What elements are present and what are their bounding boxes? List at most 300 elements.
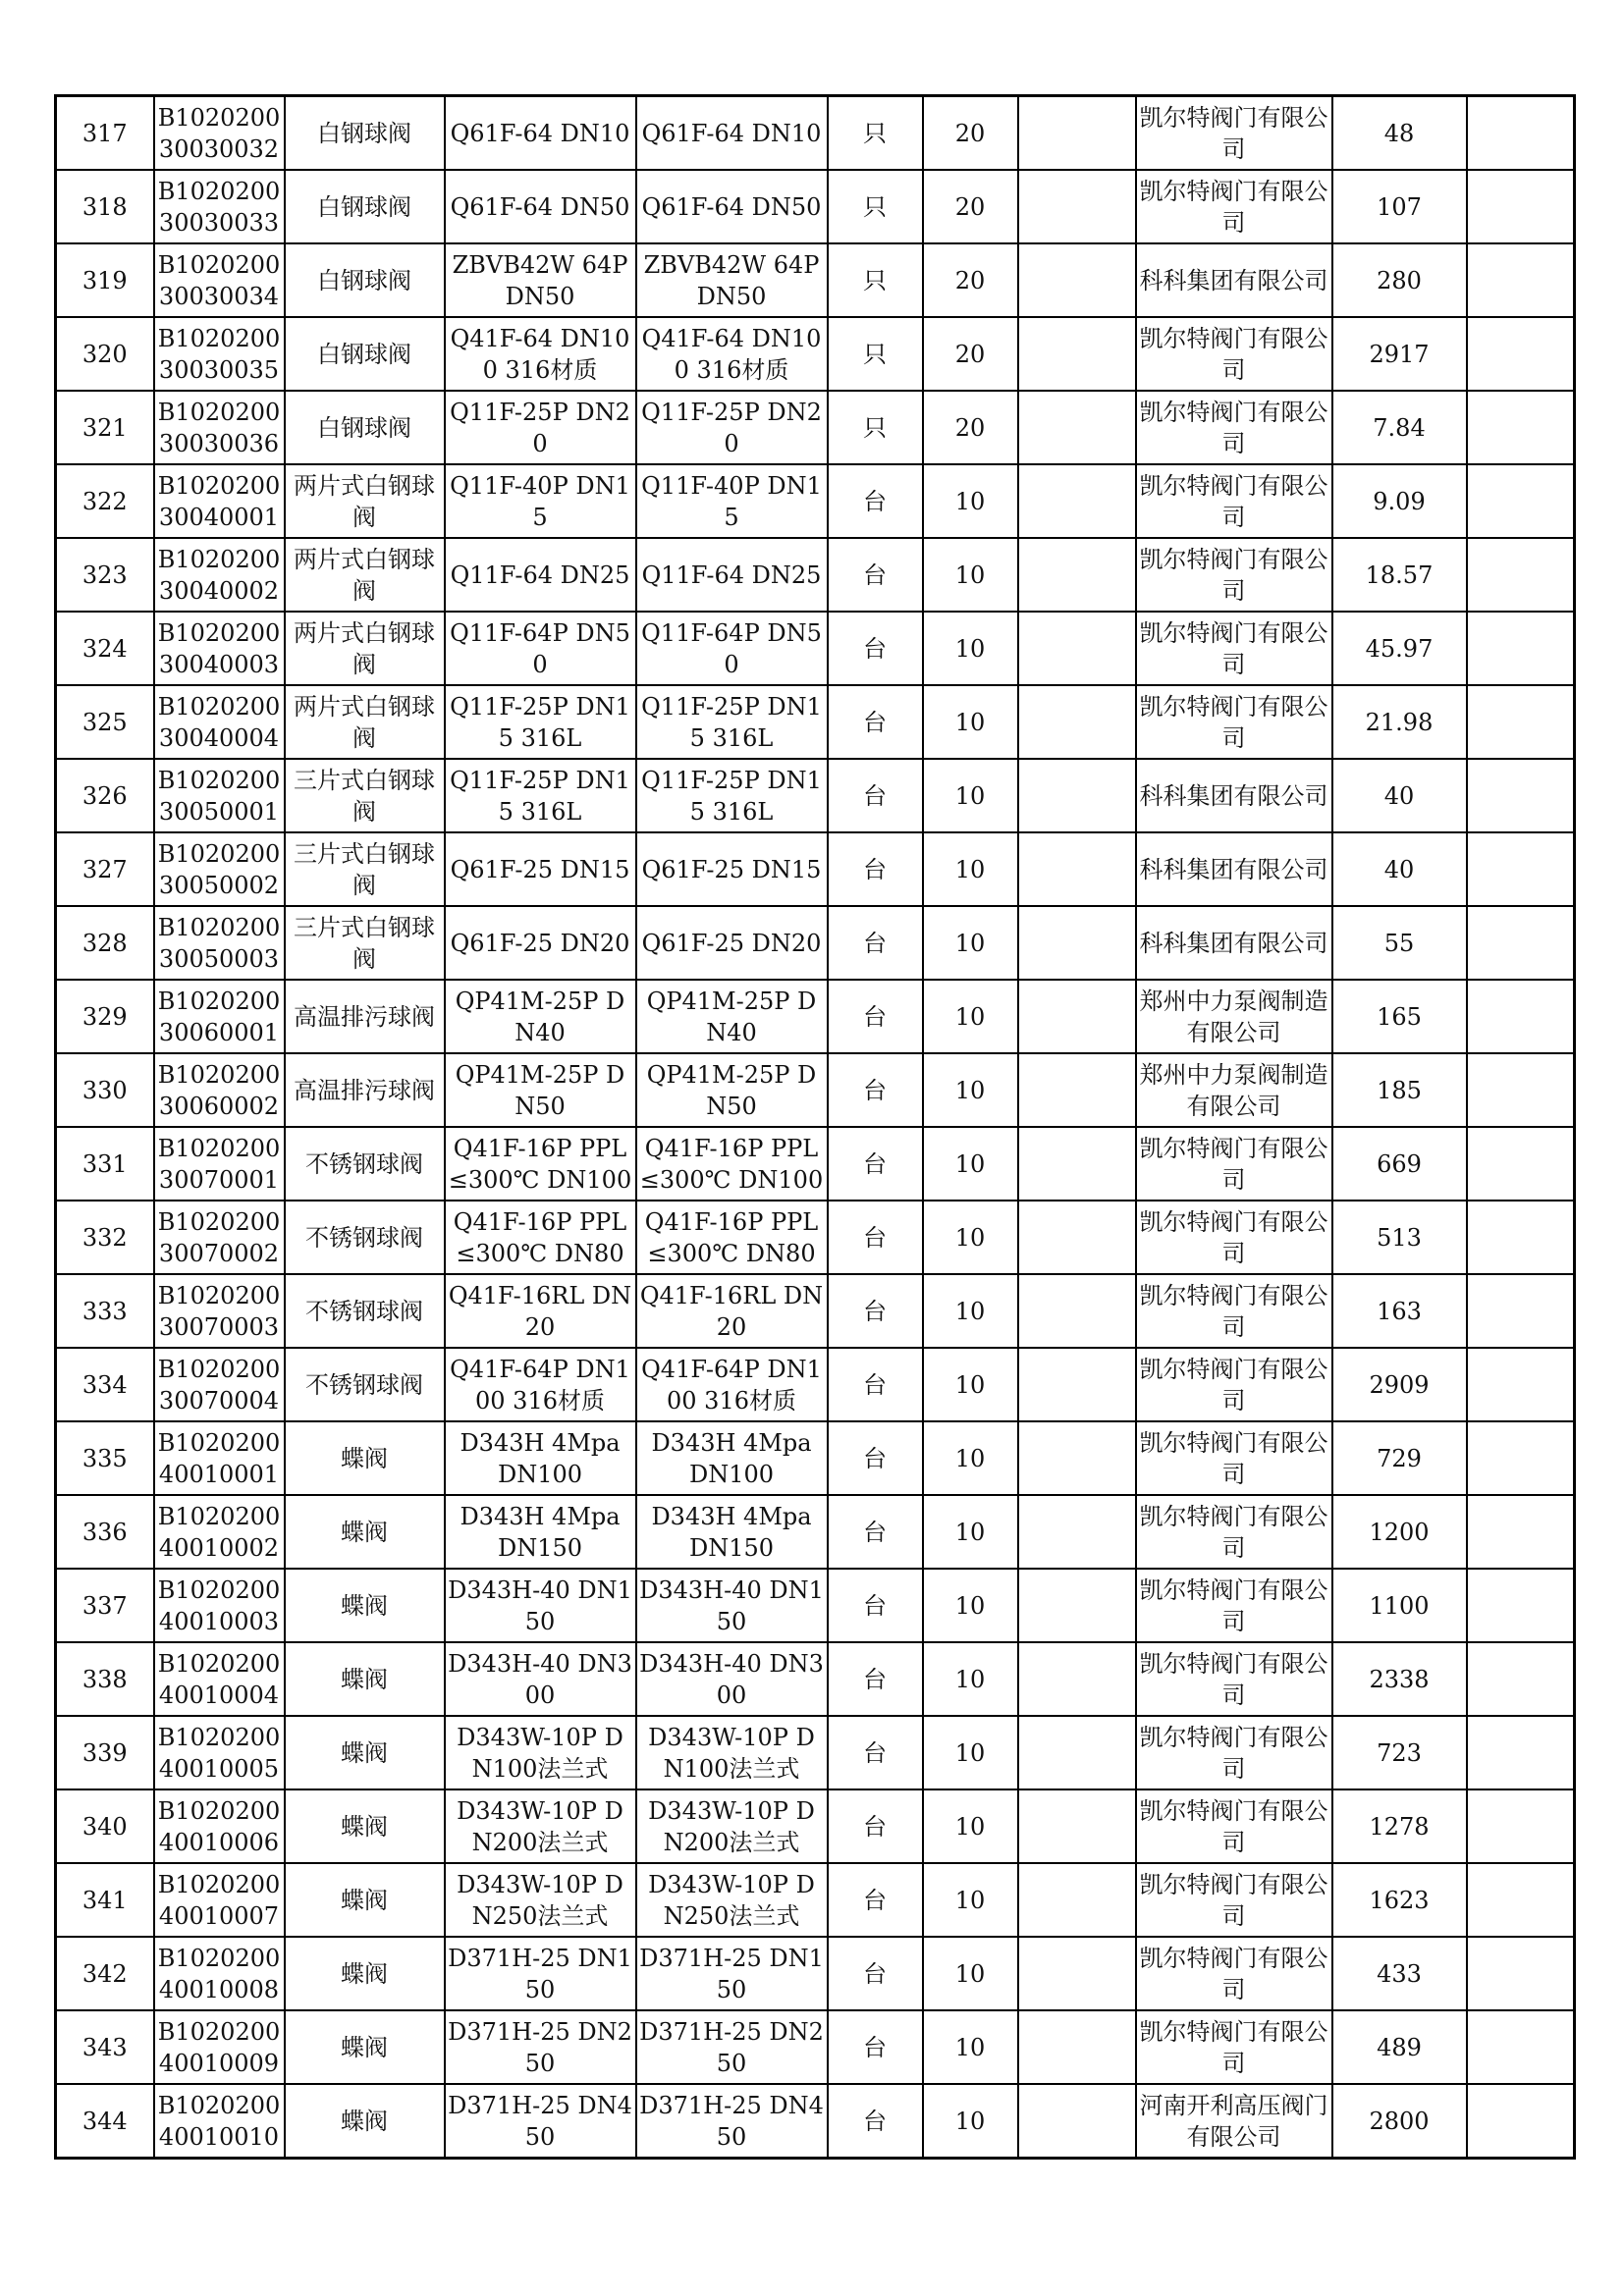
- remark-cell: [1467, 685, 1575, 759]
- spec-cell: D343W-10P DN250法兰式: [445, 1863, 636, 1937]
- spec-cell: D343H-40 DN300: [445, 1642, 636, 1716]
- remark-cell: [1467, 1569, 1575, 1642]
- note-cell: [1018, 1789, 1136, 1863]
- price-cell: 280: [1332, 243, 1467, 317]
- remark-cell: [1467, 612, 1575, 685]
- price-cell: 2800: [1332, 2084, 1467, 2159]
- material-code-cell: [154, 1789, 285, 1863]
- material-code-part1: B1020200: [157, 1649, 281, 1678]
- row-number-cell: 319: [56, 243, 154, 317]
- remark-cell: [1467, 1274, 1575, 1348]
- unit-cell: 台: [828, 1495, 923, 1569]
- table-row: [56, 1716, 1575, 1789]
- material-code-part2: 30070001: [158, 1165, 280, 1194]
- quantity-cell: 10: [923, 1127, 1018, 1201]
- row-number-cell: 326: [56, 759, 154, 832]
- remark-cell: [1467, 1789, 1575, 1863]
- material-code-part2: 30050001: [158, 797, 280, 826]
- price-cell: 21.98: [1332, 685, 1467, 759]
- model-cell: QP41M-25P DN50: [636, 1053, 828, 1127]
- item-name-cell: 蝶阀: [285, 1937, 445, 2010]
- item-name-cell: 两片式白钢球阀: [285, 612, 445, 685]
- row-number-cell: 323: [56, 538, 154, 612]
- note-cell: [1018, 685, 1136, 759]
- remark-cell: [1467, 1642, 1575, 1716]
- material-code-part1: B1020200: [157, 1207, 281, 1236]
- price-cell: 433: [1332, 1937, 1467, 2010]
- material-code-cell: [154, 1053, 285, 1127]
- model-cell: D343W-10P DN100法兰式: [636, 1716, 828, 1789]
- item-name-cell: 蝶阀: [285, 1716, 445, 1789]
- remark-cell: [1467, 96, 1575, 171]
- table-row: [56, 538, 1575, 612]
- material-code-part1: B1020200: [157, 1428, 281, 1457]
- material-code-part2: 40010010: [158, 2122, 280, 2151]
- remark-cell: [1467, 1421, 1575, 1495]
- note-cell: [1018, 538, 1136, 612]
- material-code-part1: B1020200: [157, 618, 281, 647]
- note-cell: [1018, 96, 1136, 171]
- material-code-cell: [154, 1421, 285, 1495]
- item-name-cell: 蝶阀: [285, 1863, 445, 1937]
- item-name-cell: 蝶阀: [285, 1569, 445, 1642]
- spec-cell: ZBVB42W 64PDN50: [445, 243, 636, 317]
- unit-cell: 台: [828, 1569, 923, 1642]
- item-name-cell: 白钢球阀: [285, 170, 445, 243]
- item-name-cell: 三片式白钢球阀: [285, 906, 445, 980]
- material-code-part1: B1020200: [157, 1944, 281, 1972]
- table-row: [56, 685, 1575, 759]
- unit-cell: 台: [828, 2084, 923, 2159]
- model-cell: Q11F-40P DN15: [636, 464, 828, 538]
- model-cell: Q11F-64P DN50: [636, 612, 828, 685]
- note-cell: [1018, 1348, 1136, 1421]
- item-name-cell: 高温排污球阀: [285, 1053, 445, 1127]
- unit-cell: 台: [828, 1716, 923, 1789]
- spec-cell: QP41M-25P DN50: [445, 1053, 636, 1127]
- vendor-cell: 凯尔特阀门有限公司: [1136, 1421, 1332, 1495]
- table-row: [56, 2010, 1575, 2084]
- price-cell: 1623: [1332, 1863, 1467, 1937]
- quantity-cell: 10: [923, 685, 1018, 759]
- vendor-cell: 凯尔特阀门有限公司: [1136, 1495, 1332, 1569]
- quantity-cell: 10: [923, 1201, 1018, 1274]
- price-cell: 2909: [1332, 1348, 1467, 1421]
- price-cell: 723: [1332, 1716, 1467, 1789]
- quantity-cell: 20: [923, 317, 1018, 391]
- spec-cell: Q11F-25P DN20: [445, 391, 636, 464]
- row-number-cell: 329: [56, 980, 154, 1053]
- material-code-part2: 30070002: [158, 1239, 280, 1267]
- table-row: [56, 832, 1575, 906]
- material-code-part1: B1020200: [157, 1870, 281, 1898]
- spec-cell: Q11F-25P DN15 316L: [445, 759, 636, 832]
- material-code-cell: [154, 1348, 285, 1421]
- item-name-cell: 不锈钢球阀: [285, 1201, 445, 1274]
- item-name-cell: 三片式白钢球阀: [285, 832, 445, 906]
- unit-cell: 台: [828, 1053, 923, 1127]
- unit-cell: 台: [828, 1348, 923, 1421]
- remark-cell: [1467, 1201, 1575, 1274]
- row-number-cell: 341: [56, 1863, 154, 1937]
- material-code-part1: B1020200: [157, 1723, 281, 1751]
- remark-cell: [1467, 1716, 1575, 1789]
- spec-cell: Q41F-16P PPL ≤300℃ DN80: [445, 1201, 636, 1274]
- material-code-cell: [154, 1937, 285, 2010]
- item-name-cell: 蝶阀: [285, 1789, 445, 1863]
- model-cell: QP41M-25P DN40: [636, 980, 828, 1053]
- material-code-part1: B1020200: [157, 324, 281, 352]
- item-name-cell: 不锈钢球阀: [285, 1274, 445, 1348]
- note-cell: [1018, 1863, 1136, 1937]
- material-code-part2: 30030033: [158, 208, 280, 237]
- spec-cell: Q41F-16RL DN20: [445, 1274, 636, 1348]
- spec-cell: D343H-40 DN150: [445, 1569, 636, 1642]
- table-row: [56, 1053, 1575, 1127]
- model-cell: Q11F-64 DN25: [636, 538, 828, 612]
- material-code-part1: B1020200: [157, 250, 281, 279]
- price-cell: 165: [1332, 980, 1467, 1053]
- model-cell: Q61F-25 DN15: [636, 832, 828, 906]
- item-name-cell: 高温排污球阀: [285, 980, 445, 1053]
- unit-cell: 台: [828, 1274, 923, 1348]
- vendor-cell: 凯尔特阀门有限公司: [1136, 685, 1332, 759]
- material-code-part1: B1020200: [157, 471, 281, 500]
- vendor-cell: 科科集团有限公司: [1136, 759, 1332, 832]
- model-cell: Q61F-64 DN10: [636, 96, 828, 171]
- material-code-part2: 30040002: [158, 576, 280, 605]
- material-code-cell: [154, 1642, 285, 1716]
- spec-cell: Q41F-64P DN100 316材质: [445, 1348, 636, 1421]
- table-row: [56, 2084, 1575, 2159]
- price-cell: 107: [1332, 170, 1467, 243]
- material-code-part2: 40010004: [158, 1681, 280, 1709]
- row-number-cell: 322: [56, 464, 154, 538]
- unit-cell: 台: [828, 1937, 923, 2010]
- item-name-cell: 白钢球阀: [285, 317, 445, 391]
- row-number-cell: 330: [56, 1053, 154, 1127]
- note-cell: [1018, 1716, 1136, 1789]
- price-cell: 40: [1332, 832, 1467, 906]
- note-cell: [1018, 1495, 1136, 1569]
- material-code-part1: B1020200: [157, 177, 281, 205]
- remark-cell: [1467, 243, 1575, 317]
- row-number-cell: 324: [56, 612, 154, 685]
- row-number-cell: 336: [56, 1495, 154, 1569]
- remark-cell: [1467, 538, 1575, 612]
- vendor-cell: 凯尔特阀门有限公司: [1136, 1348, 1332, 1421]
- price-cell: 1100: [1332, 1569, 1467, 1642]
- model-cell: Q41F-16RL DN20: [636, 1274, 828, 1348]
- material-code-cell: [154, 2010, 285, 2084]
- row-number-cell: 325: [56, 685, 154, 759]
- note-cell: [1018, 1053, 1136, 1127]
- remark-cell: [1467, 391, 1575, 464]
- quantity-cell: 20: [923, 170, 1018, 243]
- vendor-cell: 凯尔特阀门有限公司: [1136, 612, 1332, 685]
- item-name-cell: 蝶阀: [285, 2010, 445, 2084]
- material-code-part2: 40010008: [158, 1975, 280, 2003]
- table-row: [56, 980, 1575, 1053]
- unit-cell: 台: [828, 538, 923, 612]
- material-code-part2: 40010006: [158, 1828, 280, 1856]
- row-number-cell: 338: [56, 1642, 154, 1716]
- table-row: [56, 1348, 1575, 1421]
- material-code-part1: B1020200: [157, 103, 281, 132]
- vendor-cell: 科科集团有限公司: [1136, 906, 1332, 980]
- quantity-cell: 10: [923, 980, 1018, 1053]
- item-name-cell: 两片式白钢球阀: [285, 464, 445, 538]
- material-code-part1: B1020200: [157, 692, 281, 721]
- table-row: [56, 759, 1575, 832]
- note-cell: [1018, 980, 1136, 1053]
- unit-cell: 只: [828, 391, 923, 464]
- remark-cell: [1467, 1053, 1575, 1127]
- row-number-cell: 333: [56, 1274, 154, 1348]
- item-name-cell: 三片式白钢球阀: [285, 759, 445, 832]
- unit-cell: 台: [828, 832, 923, 906]
- material-code-cell: [154, 685, 285, 759]
- price-cell: 1278: [1332, 1789, 1467, 1863]
- material-code-part1: B1020200: [157, 1355, 281, 1383]
- material-code-cell: [154, 317, 285, 391]
- spec-cell: QP41M-25P DN40: [445, 980, 636, 1053]
- unit-cell: 只: [828, 243, 923, 317]
- quantity-cell: 20: [923, 243, 1018, 317]
- note-cell: [1018, 170, 1136, 243]
- unit-cell: 台: [828, 612, 923, 685]
- material-code-part1: B1020200: [157, 398, 281, 426]
- table-row: [56, 612, 1575, 685]
- material-code-part1: B1020200: [157, 766, 281, 794]
- price-cell: 2917: [1332, 317, 1467, 391]
- vendor-cell: 凯尔特阀门有限公司: [1136, 538, 1332, 612]
- price-cell: 18.57: [1332, 538, 1467, 612]
- unit-cell: 台: [828, 1789, 923, 1863]
- material-code-cell: [154, 1127, 285, 1201]
- material-code-part2: 30030035: [158, 355, 280, 384]
- remark-cell: [1467, 832, 1575, 906]
- table-row: [56, 906, 1575, 980]
- table-row: [56, 1421, 1575, 1495]
- table-row: [56, 464, 1575, 538]
- material-code-cell: [154, 1201, 285, 1274]
- material-code-part2: 30030034: [158, 282, 280, 310]
- spec-cell: D371H-25 DN150: [445, 1937, 636, 2010]
- remark-cell: [1467, 317, 1575, 391]
- note-cell: [1018, 2084, 1136, 2159]
- model-cell: Q61F-25 DN20: [636, 906, 828, 980]
- table-row: [56, 170, 1575, 243]
- spec-cell: Q61F-64 DN50: [445, 170, 636, 243]
- note-cell: [1018, 906, 1136, 980]
- material-code-cell: [154, 1716, 285, 1789]
- model-cell: D343H 4Mpa DN100: [636, 1421, 828, 1495]
- unit-cell: 台: [828, 1421, 923, 1495]
- row-number-cell: 334: [56, 1348, 154, 1421]
- remark-cell: [1467, 2010, 1575, 2084]
- unit-cell: 台: [828, 906, 923, 980]
- vendor-cell: 凯尔特阀门有限公司: [1136, 1201, 1332, 1274]
- table-row: [56, 391, 1575, 464]
- spec-cell: D343H 4Mpa DN150: [445, 1495, 636, 1569]
- vendor-cell: 郑州中力泵阀制造有限公司: [1136, 1053, 1332, 1127]
- model-cell: Q11F-25P DN20: [636, 391, 828, 464]
- spec-cell: D371H-25 DN450: [445, 2084, 636, 2159]
- material-code-cell: [154, 906, 285, 980]
- vendor-cell: 凯尔特阀门有限公司: [1136, 1642, 1332, 1716]
- quantity-cell: 10: [923, 1053, 1018, 1127]
- quantity-cell: 10: [923, 2010, 1018, 2084]
- vendor-cell: 河南开利高压阀门有限公司: [1136, 2084, 1332, 2159]
- unit-cell: 台: [828, 980, 923, 1053]
- material-code-cell: [154, 1569, 285, 1642]
- price-cell: 40: [1332, 759, 1467, 832]
- item-name-cell: 两片式白钢球阀: [285, 685, 445, 759]
- model-cell: D343H-40 DN150: [636, 1569, 828, 1642]
- row-number-cell: 331: [56, 1127, 154, 1201]
- material-code-part2: 30040001: [158, 503, 280, 531]
- price-table: [54, 94, 1576, 2160]
- vendor-cell: 科科集团有限公司: [1136, 832, 1332, 906]
- note-cell: [1018, 759, 1136, 832]
- remark-cell: [1467, 2084, 1575, 2159]
- remark-cell: [1467, 759, 1575, 832]
- material-code-part2: 40010002: [158, 1533, 280, 1562]
- material-code-cell: [154, 832, 285, 906]
- row-number-cell: 337: [56, 1569, 154, 1642]
- unit-cell: 台: [828, 2010, 923, 2084]
- row-number-cell: 328: [56, 906, 154, 980]
- note-cell: [1018, 243, 1136, 317]
- material-code-cell: [154, 1274, 285, 1348]
- material-code-part1: B1020200: [157, 1134, 281, 1162]
- remark-cell: [1467, 1127, 1575, 1201]
- material-code-part2: 30070004: [158, 1386, 280, 1415]
- price-cell: 513: [1332, 1201, 1467, 1274]
- row-number-cell: 318: [56, 170, 154, 243]
- price-cell: 163: [1332, 1274, 1467, 1348]
- quantity-cell: 10: [923, 759, 1018, 832]
- table-row: [56, 1863, 1575, 1937]
- item-name-cell: 不锈钢球阀: [285, 1348, 445, 1421]
- remark-cell: [1467, 1348, 1575, 1421]
- quantity-cell: 10: [923, 1642, 1018, 1716]
- spec-cell: Q41F-16P PPL ≤300℃ DN100: [445, 1127, 636, 1201]
- material-code-part2: 30030032: [158, 134, 280, 163]
- material-code-part2: 40010009: [158, 2049, 280, 2077]
- table-row: [56, 1937, 1575, 2010]
- model-cell: Q41F-64 DN100 316材质: [636, 317, 828, 391]
- material-code-cell: [154, 2084, 285, 2159]
- price-cell: 9.09: [1332, 464, 1467, 538]
- price-cell: 45.97: [1332, 612, 1467, 685]
- quantity-cell: 10: [923, 612, 1018, 685]
- model-cell: D371H-25 DN250: [636, 2010, 828, 2084]
- unit-cell: 只: [828, 317, 923, 391]
- price-cell: 55: [1332, 906, 1467, 980]
- material-code-part2: 40010007: [158, 1901, 280, 1930]
- spec-cell: Q61F-64 DN10: [445, 96, 636, 171]
- item-name-cell: 蝶阀: [285, 1421, 445, 1495]
- material-code-part2: 30050003: [158, 944, 280, 973]
- material-code-part2: 30060001: [158, 1018, 280, 1046]
- price-cell: 48: [1332, 96, 1467, 171]
- material-code-part2: 30060002: [158, 1092, 280, 1120]
- quantity-cell: 10: [923, 538, 1018, 612]
- material-code-cell: [154, 96, 285, 171]
- vendor-cell: 凯尔特阀门有限公司: [1136, 317, 1332, 391]
- unit-cell: 只: [828, 170, 923, 243]
- model-cell: Q41F-16P PPL ≤300℃ DN80: [636, 1201, 828, 1274]
- remark-cell: [1467, 1495, 1575, 1569]
- vendor-cell: 郑州中力泵阀制造有限公司: [1136, 980, 1332, 1053]
- model-cell: Q41F-16P PPL ≤300℃ DN100: [636, 1127, 828, 1201]
- model-cell: Q11F-25P DN15 316L: [636, 685, 828, 759]
- item-name-cell: 蝶阀: [285, 1642, 445, 1716]
- note-cell: [1018, 1421, 1136, 1495]
- material-code-part2: 30050002: [158, 871, 280, 899]
- table-row: [56, 317, 1575, 391]
- table-row: [56, 243, 1575, 317]
- remark-cell: [1467, 1863, 1575, 1937]
- model-cell: D371H-25 DN450: [636, 2084, 828, 2159]
- row-number-cell: 340: [56, 1789, 154, 1863]
- spec-cell: Q61F-25 DN20: [445, 906, 636, 980]
- vendor-cell: 凯尔特阀门有限公司: [1136, 1789, 1332, 1863]
- item-name-cell: 蝶阀: [285, 2084, 445, 2159]
- model-cell: D343W-10P DN250法兰式: [636, 1863, 828, 1937]
- row-number-cell: 317: [56, 96, 154, 171]
- item-name-cell: 两片式白钢球阀: [285, 538, 445, 612]
- note-cell: [1018, 391, 1136, 464]
- vendor-cell: 凯尔特阀门有限公司: [1136, 1863, 1332, 1937]
- note-cell: [1018, 317, 1136, 391]
- model-cell: ZBVB42W 64PDN50: [636, 243, 828, 317]
- item-name-cell: 白钢球阀: [285, 391, 445, 464]
- note-cell: [1018, 1274, 1136, 1348]
- material-code-part1: B1020200: [157, 1502, 281, 1530]
- vendor-cell: 凯尔特阀门有限公司: [1136, 391, 1332, 464]
- item-name-cell: 白钢球阀: [285, 243, 445, 317]
- material-code-part2: 30040003: [158, 650, 280, 678]
- quantity-cell: 20: [923, 96, 1018, 171]
- row-number-cell: 343: [56, 2010, 154, 2084]
- material-code-part1: B1020200: [157, 987, 281, 1015]
- model-cell: D343W-10P DN200法兰式: [636, 1789, 828, 1863]
- material-code-cell: [154, 391, 285, 464]
- material-code-part2: 40010003: [158, 1607, 280, 1635]
- quantity-cell: 10: [923, 1495, 1018, 1569]
- row-number-cell: 320: [56, 317, 154, 391]
- spec-cell: D343H 4Mpa DN100: [445, 1421, 636, 1495]
- note-cell: [1018, 832, 1136, 906]
- item-name-cell: 不锈钢球阀: [285, 1127, 445, 1201]
- note-cell: [1018, 1642, 1136, 1716]
- table-row: [56, 96, 1575, 171]
- remark-cell: [1467, 170, 1575, 243]
- quantity-cell: 10: [923, 2084, 1018, 2159]
- quantity-cell: 20: [923, 391, 1018, 464]
- remark-cell: [1467, 980, 1575, 1053]
- material-code-cell: [154, 612, 285, 685]
- vendor-cell: 凯尔特阀门有限公司: [1136, 96, 1332, 171]
- vendor-cell: 凯尔特阀门有限公司: [1136, 1716, 1332, 1789]
- material-code-part1: B1020200: [157, 1281, 281, 1309]
- model-cell: D343H-40 DN300: [636, 1642, 828, 1716]
- unit-cell: 台: [828, 1863, 923, 1937]
- row-number-cell: 332: [56, 1201, 154, 1274]
